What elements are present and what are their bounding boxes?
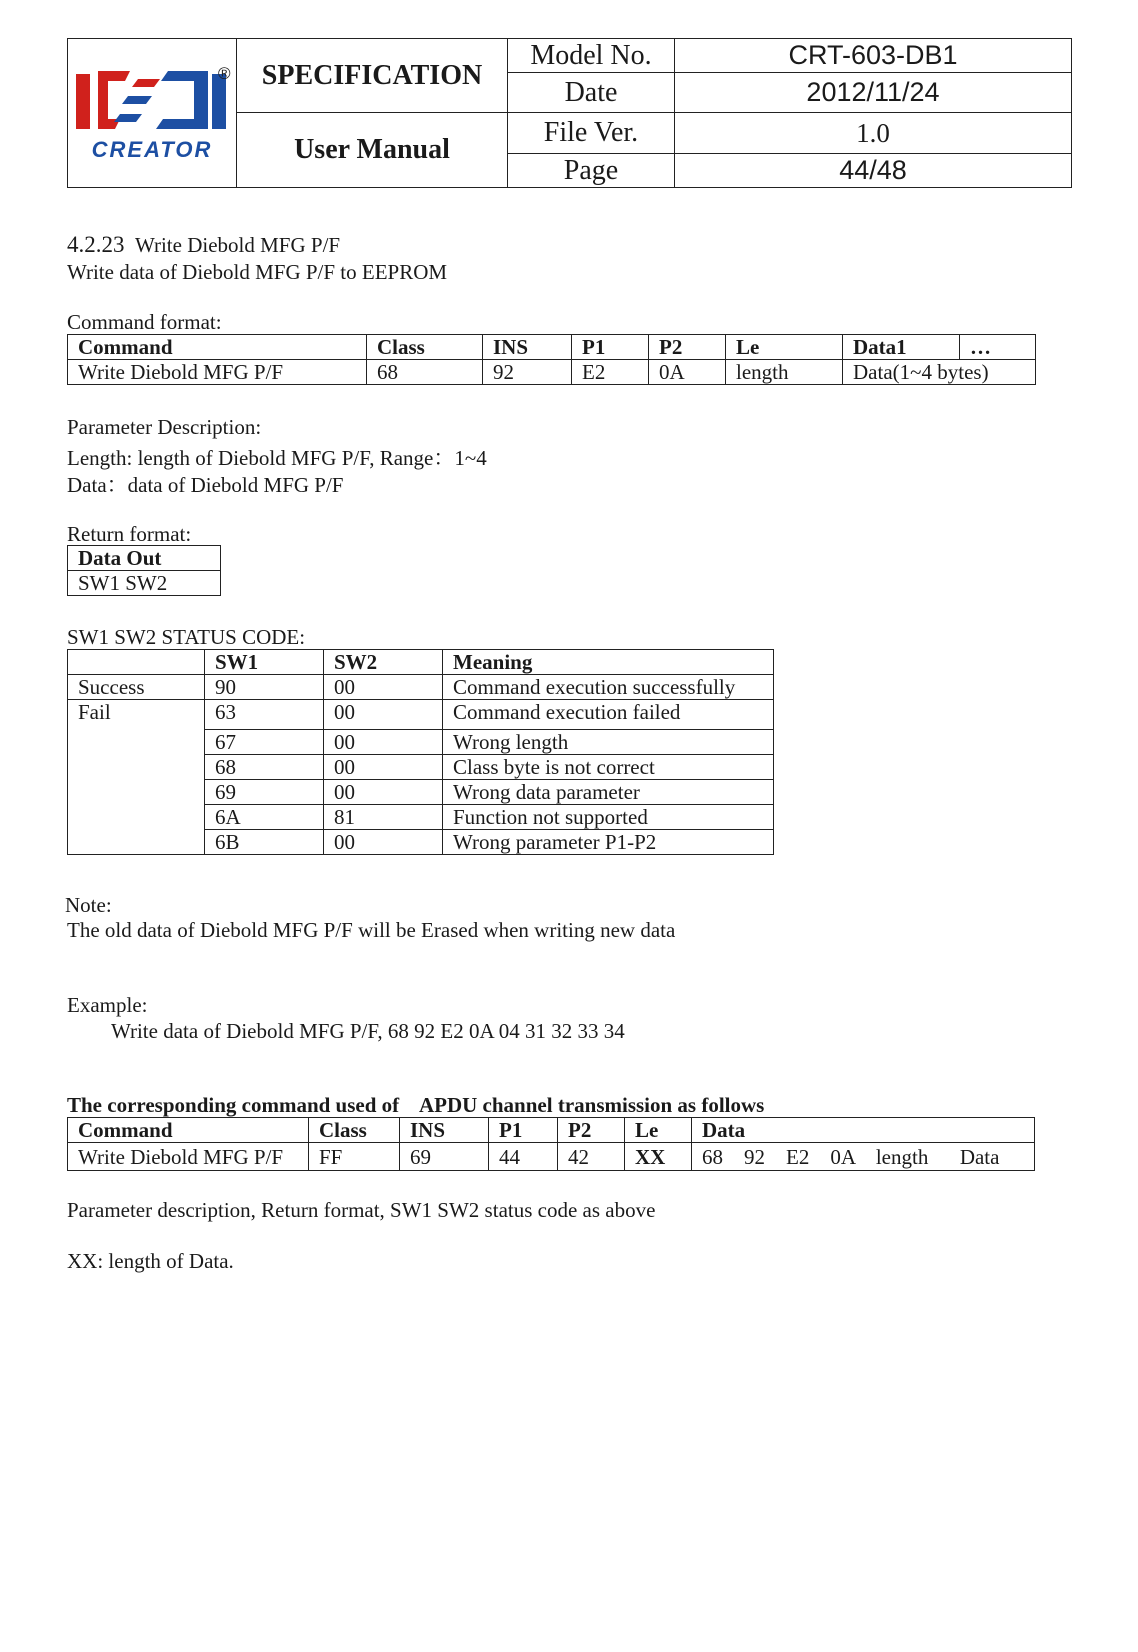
example-label: Example: (67, 993, 148, 1017)
th-p2: P2 (558, 1118, 625, 1143)
cell-sw2: 81 (324, 805, 443, 830)
cell-class: FF (309, 1143, 400, 1171)
status-code-label: SW1 SW2 STATUS CODE: (67, 625, 306, 649)
page-value: 44/48 (675, 154, 1072, 188)
table-row (68, 675, 774, 700)
success-label: Success (68, 675, 205, 700)
cell-sw2: 00 (324, 755, 443, 780)
cell-sw2: 00 (324, 700, 443, 730)
cell-ins: 69 (400, 1143, 489, 1171)
th-data1: Data1 (843, 335, 960, 360)
th-p2: P2 (649, 335, 726, 360)
cell-meaning: Command execution failed (443, 700, 774, 730)
note-text: The old data of Diebold MFG P/F will be Erased when writing new data (67, 918, 676, 942)
cell-p2: 0A (649, 360, 726, 385)
th-meaning: Meaning (443, 650, 774, 675)
cell-p2: 42 (558, 1143, 625, 1171)
th-sw1: SW1 (205, 650, 324, 675)
cell-le: XX (625, 1143, 692, 1171)
th-ins: INS (483, 335, 572, 360)
cell-sw2: 00 (324, 780, 443, 805)
th-ins: INS (400, 1118, 489, 1143)
th-p1: P1 (489, 1118, 558, 1143)
cell-sw2: 00 (324, 730, 443, 755)
cell-class: 68 (367, 360, 483, 385)
th-le: Le (625, 1118, 692, 1143)
as-above-line: Parameter description, Return format, SW1 SW2 status code as above (67, 1198, 656, 1222)
date-label: Date (508, 73, 675, 113)
cell-sw1: 69 (205, 780, 324, 805)
section-number: 4.2.23 (67, 232, 125, 257)
cell-command: Write Diebold MFG P/F (68, 360, 367, 385)
command-format-label: Command format: (67, 310, 222, 334)
section-title: Write Diebold MFG P/F (135, 233, 341, 257)
section-heading (67, 232, 340, 258)
cell-data: Data(1~4 bytes) (843, 360, 1036, 385)
cell-meaning: Function not supported (443, 805, 774, 830)
logo-text: CREATOR (91, 137, 213, 162)
example-text: Write data of Diebold MFG P/F, 68 92 E2 0A 04 31 32 33 34 (111, 1019, 625, 1043)
cell-sw1: 68 (205, 755, 324, 780)
table-row (68, 700, 774, 730)
spec-title: SPECIFICATION (237, 39, 508, 113)
cell-sw1: 90 (205, 675, 324, 700)
apdu-table (67, 1117, 1035, 1171)
registered-mark: ® (218, 64, 231, 83)
cell-data: 68 92 E2 0A length Data (692, 1143, 1035, 1171)
th-data: Data (692, 1118, 1035, 1143)
status-code-table (67, 649, 774, 855)
param-length-line: Length: length of Diebold MFG P/F, Range：1~4 (67, 446, 487, 470)
model-label: Model No. (508, 39, 675, 73)
xx-length-line: XX: length of Data. (67, 1249, 234, 1273)
cell-sw1: 63 (205, 700, 324, 730)
param-desc-label: Parameter Description: (67, 415, 262, 439)
th-le: Le (726, 335, 843, 360)
filever-label: File Ver. (508, 113, 675, 154)
cell-sw1: 6B (205, 830, 324, 855)
param-data-line: Data：data of Diebold MFG P/F (67, 473, 344, 497)
cell-meaning: Wrong data parameter (443, 780, 774, 805)
th-ellipsis: … (960, 335, 1036, 360)
section-description: Write data of Diebold MFG P/F to EEPROM (67, 260, 448, 284)
cell-meaning: Command execution successfully (443, 675, 774, 700)
model-value: CRT-603-DB1 (675, 39, 1072, 73)
note-label: Note: (65, 893, 112, 917)
cell-p1: E2 (572, 360, 649, 385)
th-data-out: Data Out (68, 546, 221, 571)
th-p1: P1 (572, 335, 649, 360)
th-class: Class (367, 335, 483, 360)
cell-sw2: 00 (324, 830, 443, 855)
cell-sw2: 00 (324, 675, 443, 700)
cell-ins: 92 (483, 360, 572, 385)
th-class: Class (309, 1118, 400, 1143)
creator-logo (68, 39, 236, 182)
return-format-label: Return format: (67, 522, 192, 546)
cell-meaning: Wrong length (443, 730, 774, 755)
fail-label: Fail (68, 700, 205, 855)
cell-sw1: 6A (205, 805, 324, 830)
return-format-table (67, 545, 221, 596)
cell-command: Write Diebold MFG P/F (68, 1143, 309, 1171)
th-command: Command (68, 335, 367, 360)
cell-sw1: 67 (205, 730, 324, 755)
cell-p1: 44 (489, 1143, 558, 1171)
apdu-title: The corresponding command used of APDU channel transmission as follows (67, 1093, 765, 1117)
doc-type: User Manual (237, 113, 508, 188)
logo-cell (68, 39, 237, 188)
cell-meaning: Class byte is not correct (443, 755, 774, 780)
command-format-table (67, 334, 1036, 385)
page-label: Page (508, 154, 675, 188)
th-sw2: SW2 (324, 650, 443, 675)
date-value: 2012/11/24 (675, 73, 1072, 113)
document-header (67, 38, 1072, 188)
cell-meaning: Wrong parameter P1-P2 (443, 830, 774, 855)
th-command: Command (68, 1118, 309, 1143)
filever-value: 1.0 (675, 113, 1072, 154)
cell-sw1-sw2: SW1 SW2 (68, 571, 221, 596)
th-status (68, 650, 205, 675)
cell-le: length (726, 360, 843, 385)
